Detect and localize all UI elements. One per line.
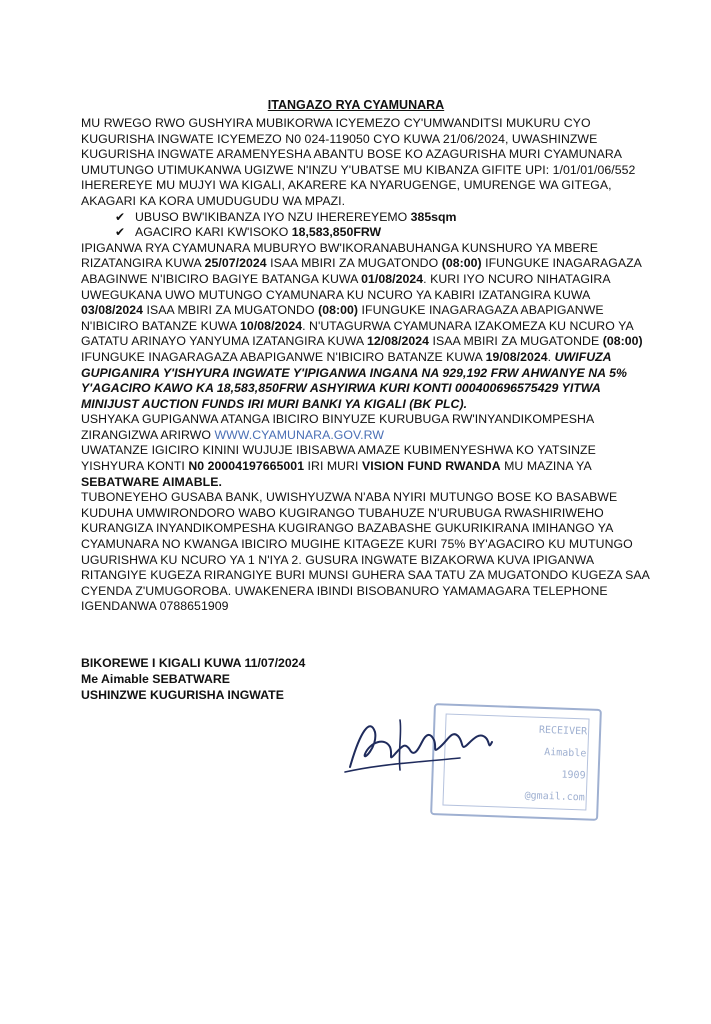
list-item-value: 385sqm bbox=[410, 209, 457, 224]
text-span: IPIGANWA RYA CYAMUNARA MUBURYO BW'IKORANABUHANGA KUNSHURO YA MBERE RIZATANGIRA KUWA bbox=[81, 240, 598, 271]
cyamunara-website-link[interactable]: WWW.CYAMUNARA.GOV.RW bbox=[214, 427, 384, 442]
list-item bbox=[115, 225, 651, 241]
document-title: ITANGAZO RYA CYAMUNARA bbox=[267, 98, 445, 112]
date-second-round: 03/08/2024 bbox=[81, 303, 144, 318]
list-item-label: UBUSO BW'IKIBANZA IYO NZU IHEREREYEMO bbox=[135, 209, 411, 224]
bidding-platform-paragraph bbox=[81, 412, 651, 443]
text-span: ISAA MBIRI ZA MUGATONDO bbox=[143, 303, 319, 318]
time-value: (08:00) bbox=[441, 256, 482, 271]
text-span: ISAA MBIRI ZA MUGATONDE bbox=[429, 334, 603, 349]
text-span: IFUNGUKE INAGARAGAZA ABAPIGANWE N'IBICIRO BATANZE KUWA bbox=[81, 303, 604, 333]
text-span: IRI MURI bbox=[304, 459, 362, 474]
signer-title: USHINZWE KUGURISHA INGWATE bbox=[81, 688, 284, 702]
text-span: USHYAKA GUPIGANWA ATANGA IBICIRO BINYUZE KURUBUGA RW'INYANDIKOMPESHA ZIRANGIZWA ARIRWO bbox=[81, 412, 594, 442]
account-holder: SEBATWARE AIMABLE. bbox=[81, 474, 222, 489]
text-span: . N'UTAGURWA CYAMUNARA IZAKOMEZA KU NCURO YA GATATU ARINAYO YANYUMA IZATANGIRA KUWA bbox=[81, 318, 634, 349]
notice-paragraph: TUBONEYEHO GUSABA BANK, UWISHYUZWA N'ABA NYIRI MUTUNGO BOSE KO BASABWE KUDUHA UMWIRONDORO WABO KUGIRANGO TUBAHUZE N'URUBUGA RWASHIRIWEHO KURANGIZA INYANDIKOMPESHA KUGIRANGO BAZABASHE GUKURIKIRANA IMIHANGO YA CYAMUNARA NO KWANGA IBICIRO MUGIHE KITAGEZE KURI 75% BY'AGACIRO KU MUTUNGO UGURISHWA KU NCURO YA 1 N'IYA 2. GUSURA INGWATE BIZAKORWA KUVA IPIGANWA RITANGIYE KUGEZA RIRANGIYE BURI MUNSI GUHERA SAA TATU ZA MUGATONDO KUGEZA SAA CYENDA Z'UMUGOROBA. UWAKENERA IBINDI BISOBANURO YAMAMAGARA TELEPHONE IGENDANWA 0788651909 bbox=[81, 490, 650, 614]
stamp-text: Aimable bbox=[544, 746, 587, 760]
text-span: IFUNGUKE INAGARAGAZA ABAPIGANWE N'IBICIRO BATANZE KUWA bbox=[81, 349, 486, 364]
checkmark-icon: ✔ bbox=[115, 225, 126, 240]
date-third-results: 19/08/2024 bbox=[485, 349, 548, 364]
signer-name: Me Aimable SEBATWARE bbox=[81, 672, 230, 686]
text-span: MU MAZINA YA bbox=[500, 459, 592, 474]
date-second-results: 10/08/2024 bbox=[240, 318, 303, 333]
handwritten-signature bbox=[340, 712, 500, 782]
text-span: UWATANZE IGICIRO KININI WUJUJE IBISABWA AMAZE KUBIMENYESHWA KO YATSINZE YISHYURA KONTI bbox=[81, 443, 596, 474]
deposit-notice: UWIFUZA GUPIGANIRA Y'ISHYURA INGWATE Y'IPIGANWA INGANA NA 929,192 FRW AHWANYE NA 5% Y'AGACIRO KAWO KA 18,583,850FRW ASHYIRWA KURI KONTI 000400696575429 YITWA MINIJUST AUCTION FUNDS IRI MURI BANKI YA KIGALI (BK PLC). bbox=[81, 349, 627, 411]
time-value: (08:00) bbox=[318, 303, 359, 318]
signed-place-date: BIKOREWE I KIGALI KUWA 11/07/2024 bbox=[81, 656, 306, 670]
bank-name: VISION FUND RWANDA bbox=[361, 459, 501, 474]
text-span: . bbox=[547, 349, 555, 364]
stamp-text: RECEIVER bbox=[538, 724, 588, 738]
date-third-round: 12/08/2024 bbox=[366, 334, 430, 349]
auction-schedule-paragraph bbox=[81, 241, 651, 413]
account-number: N0 20004197665001 bbox=[188, 459, 305, 474]
date-first-round: 25/07/2024 bbox=[204, 256, 267, 271]
signature-block bbox=[81, 655, 651, 703]
list-item-value: 18,583,850FRW bbox=[291, 225, 382, 240]
list-item-label: AGACIRO KARI KW'ISOKO bbox=[135, 225, 292, 240]
text-span: IFUNGUKE INAGARAGAZA ABAGINWE N'IBICIRO BAGIYE BATANGA KUWA bbox=[81, 256, 642, 286]
payment-paragraph bbox=[81, 443, 651, 490]
date-first-results: 01/08/2024 bbox=[361, 271, 424, 286]
checkmark-icon: ✔ bbox=[115, 209, 126, 224]
intro-paragraph: MU RWEGO RWO GUSHYIRA MUBIKORWA ICYEMEZO CY'UMWANDITSI MUKURU CYO KUGURISHA INGWATE ICYEMEZO N0 024-119050 CYO KUWA 21/06/2024, UWASHINZWE KUGURISHA INGWATE ARAMENYESHA ABANTU BOSE KO AZAGURISHA MURI CYAMUNARA UMUTUNGO UTIMUKANWA UGIZWE N'INZU Y'UBATSE MU KIBANZA GIFITE UPI: 1/01/01/06/552 IHEREREYE MU MUJYI WA KIGALI, AKARERE KA NYARUGENGE, UMURENGE WA GITEGA, AKAGARI KA KORA UMUDUGUDU WA MPAZI. bbox=[81, 116, 636, 208]
text-span: . KURI IYO NCURO NIHATAGIRA UWEGUKANA UWO MUTUNGO CYAMUNARA KU NCURO YA KABIRI IZATANGIRA KUWA bbox=[81, 271, 610, 302]
time-value: (08:00) bbox=[602, 334, 643, 349]
text-span: ISAA MBIRI ZA MUGATONDO bbox=[266, 256, 442, 271]
property-details-list bbox=[81, 210, 651, 241]
stamp-text: @gmail.com bbox=[524, 790, 585, 804]
stamp-text: 1909 bbox=[561, 769, 586, 782]
list-item bbox=[115, 210, 651, 226]
